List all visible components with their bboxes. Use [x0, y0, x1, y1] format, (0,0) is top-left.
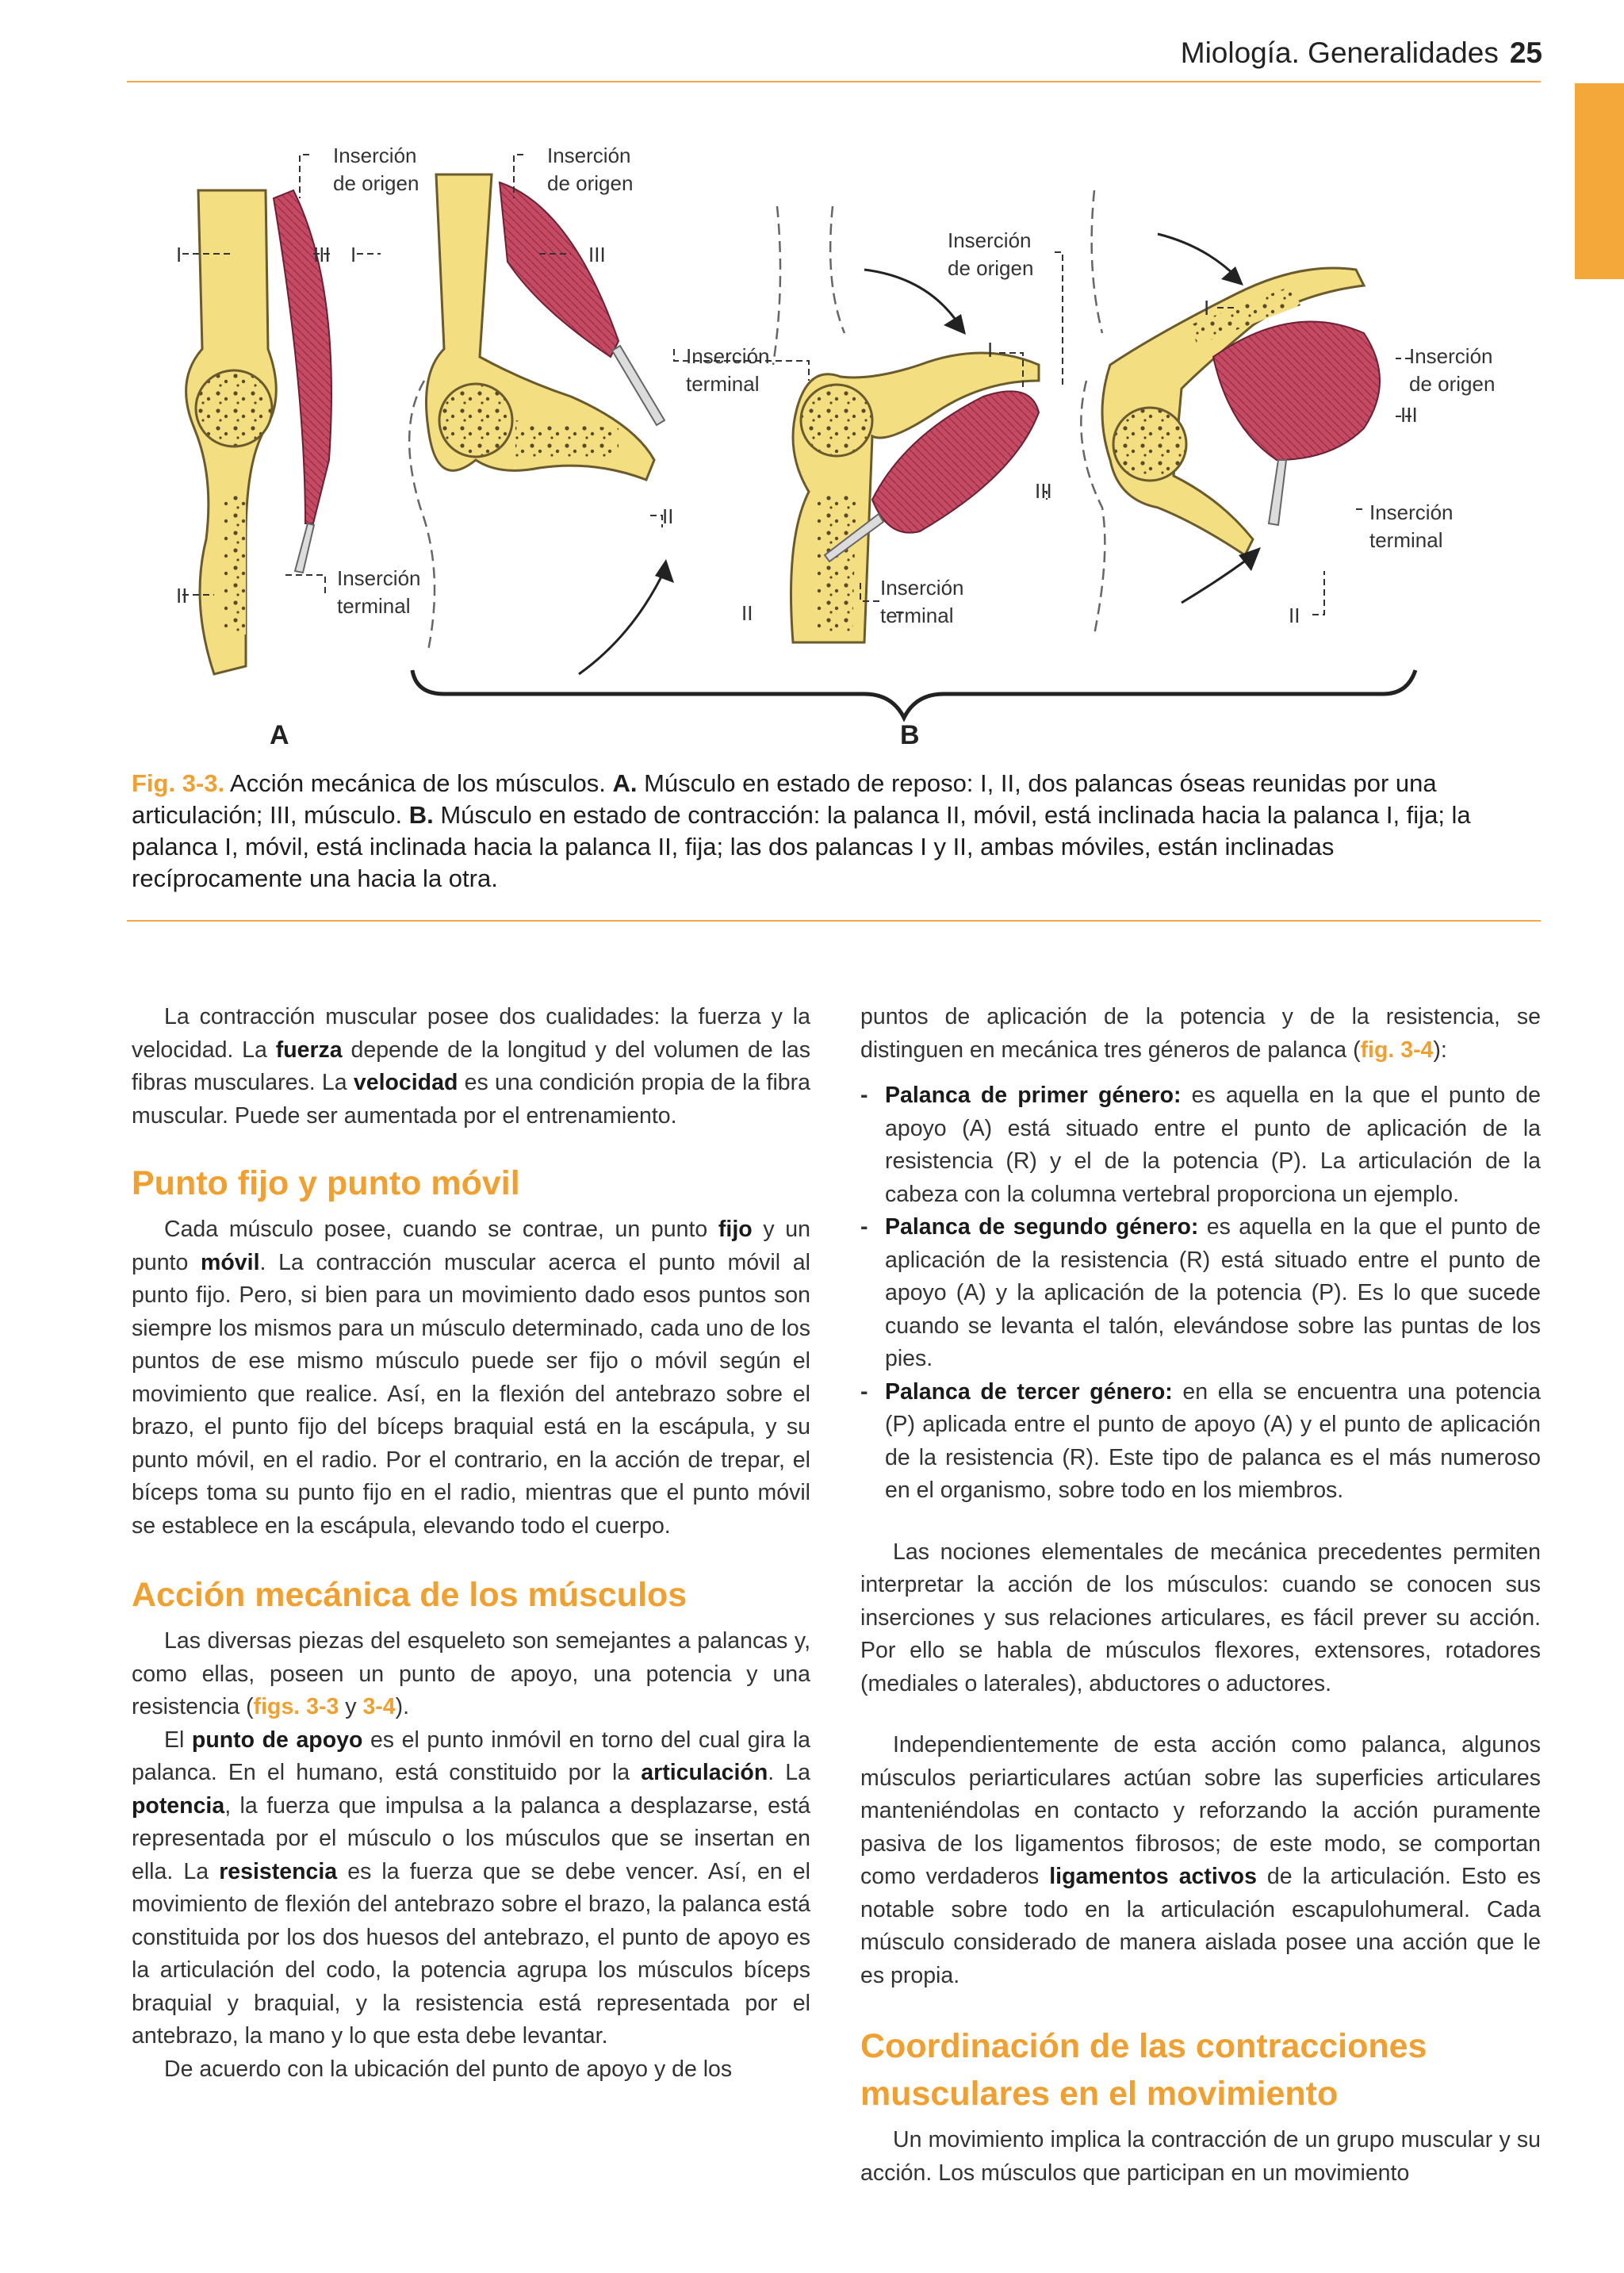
label-terminal-1-line2: terminal — [337, 594, 411, 618]
label-i-1: I — [176, 243, 182, 266]
paragraph-nociones: Las nociones elementales de mecánica precedentes permiten interpretar la acción de los músculos: cuando se conocen sus inserciones y sus relaciones articulares, es fácil prever su acción. Por ello se habla de músculos flexores, extensores, rotadores (mediales o laterales), abductores o aductores. — [860, 1539, 1541, 1696]
text-run: , la fuerza que impulsa a la palanca a desplazarse, está representada por el músculo o los músculos que se insertan en ella. La — [132, 1792, 810, 1884]
paragraph-movimiento: Un movimiento implica la contracción de un grupo muscular y su acción. Los músculos que participan en un movimiento — [860, 2127, 1541, 2186]
text-run: Las diversas piezas del esqueleto son semejantes a palancas y, como ellas, poseen un punto de apoyo, una potencia y una resistencia ( — [132, 1628, 810, 1719]
svg-text:I — [350, 243, 356, 266]
lever-list — [860, 1079, 1541, 1508]
svg-text:II — [741, 601, 753, 625]
header-rule — [127, 81, 1541, 82]
text-run: en ella se encuentra una potencia (P) aplicada entre el punto de apoyo (A) y el punto de aplicación de la resistencia (R). Este tipo de palanca es el más numeroso en el organismo, sobre todo en los miembros. — [885, 1378, 1541, 1503]
list-dash: - — [860, 1214, 868, 1240]
drawing-contraction-3 — [1081, 190, 1380, 634]
label-ii-2: II — [662, 504, 674, 528]
panel-label-a: A — [270, 720, 289, 750]
label-origin-4-line2: de origen — [1409, 372, 1496, 396]
paragraph-contraccion — [132, 1001, 810, 1133]
text-run: y un punto — [132, 1217, 810, 1275]
caption-a-marker: A. — [612, 769, 638, 797]
label-ii-4: II — [1289, 604, 1300, 627]
caption-title: Acción mecánica de los músculos. — [224, 769, 613, 797]
caption-rule — [127, 920, 1541, 922]
term-primer-genero: Palanca de primer género: — [885, 1083, 1182, 1108]
running-title: Miología. Generalidades — [1180, 36, 1499, 69]
paragraph-generos-intro — [860, 1001, 1541, 1067]
text-run: de la articulación. Esto es notable sobre todo en la articulación escapulohumeral. Cada músculo considerado de manera aislada posee una acción que le es propia. — [860, 1864, 1541, 1988]
svg-text:III — [1400, 403, 1418, 427]
text-run: . La contracción muscular acerca el punto móvil al punto fijo. Pero, si bien para un movimiento dado esos puntos son siempre los mismos para un músculo determinado, cada uno de los puntos de ese mismo músculo puede ser fijo o móvil según el movimiento que realice. Así, en la flexión del antebrazo sobre el brazo, el punto fijo del bíceps braquial está en la escápula, y su punto móvil, en el radio. Por el contrario, en la acción de trepar, el bíceps toma su punto fijo en el radio, mientras que el punto móvil se establece en la escápula, elevando todo el cuerpo. — [132, 1249, 810, 1539]
figure-link-3-4[interactable]: 3-4 — [362, 1694, 396, 1719]
term-segundo-genero: Palanca de segundo género: — [885, 1214, 1199, 1240]
svg-text:I — [176, 243, 182, 266]
svg-text:III — [588, 243, 606, 266]
label-terminal-3-line1: Inserción — [880, 576, 964, 600]
caption-fig-number: Fig. 3-3. — [132, 769, 225, 797]
svg-text:de origen — [948, 256, 1033, 280]
label-origin-2-line2: de origen — [547, 171, 634, 195]
label-iii-4: III — [1400, 403, 1418, 427]
paragraph-palancas — [132, 1625, 810, 1724]
label-terminal-1-line1: Inserción — [337, 566, 421, 590]
brace-b — [412, 670, 1415, 718]
label-origin-3-line2: de origen — [948, 256, 1034, 280]
caption-a-text: Músculo en estado de reposo: I, II, dos palancas óseas reunidas por una articulación; III, músculo. — [132, 769, 1437, 829]
list-item-primer-genero — [860, 1079, 1541, 1211]
panel-label-b: B — [900, 720, 920, 750]
svg-text:terminal — [337, 594, 410, 618]
drawing-contraction-1 — [409, 174, 674, 674]
text-run: y — [339, 1694, 363, 1719]
label-i-2: I — [350, 243, 357, 266]
label-iii-3: III — [1035, 479, 1052, 503]
svg-text:Inserción — [948, 228, 1032, 252]
svg-text:B — [900, 720, 920, 750]
svg-text:Inserción — [1369, 500, 1454, 524]
label-ii-1: II — [176, 584, 188, 608]
svg-text:Inserción — [686, 344, 770, 368]
label-i-3: I — [987, 338, 994, 362]
text-run: es la fuerza que se debe vencer. Así, en el movimiento de flexión del antebrazo sobre el brazo, la palanca está constituida por los dos huesos del antebrazo, el punto de apoyo es la articulación del codo, la potencia agrupa los músculos bíceps braquial y braquial, y la resistencia está representada por el antebrazo, la mano y lo que esta debe levantar. — [132, 1858, 810, 2049]
svg-text:Inserción — [1409, 344, 1493, 368]
label-terminal-4-line1: Inserción — [1369, 500, 1454, 524]
svg-text:II — [176, 584, 187, 608]
svg-text:terminal — [1369, 528, 1442, 552]
text-run: es una condición propia de la fibra muscular. Puede ser aumentada por el entrenamiento. — [132, 1070, 810, 1129]
svg-text:II — [662, 504, 673, 528]
svg-text:Inserción — [337, 566, 421, 590]
svg-text:I — [987, 338, 993, 362]
list-dash: - — [860, 1378, 868, 1405]
text-run: es aquella en la que el punto de aplicación de la resistencia (R) está situado entre el punto de apoyo (A) y la aplicación de la potencia (P). Es lo que sucede cuando se levanta el talón, elevándose sobre las puntas de los pies. — [885, 1214, 1541, 1371]
text-run: es aquella en la que el punto de apoyo (A) está situado entre el punto de aplicación de la resistencia (R) y el de la potencia (P). La articulación de la cabeza con la columna vertebral proporciona un ejemplo. — [885, 1083, 1541, 1207]
text-run: depende de la longitud y del volumen de las fibras musculares. La — [132, 1037, 811, 1095]
label-terminal-4-line2: terminal — [1369, 528, 1443, 552]
list-item-segundo-genero — [860, 1211, 1541, 1376]
text-run: puntos de aplicación de la potencia y de la resistencia, se distinguen en mecánica tres géneros de palanca ( — [860, 1004, 1541, 1063]
svg-text:I — [1204, 296, 1209, 320]
heading-coordinacion: Coordinación de las contracciones musculares en el movimiento — [860, 2027, 1427, 2113]
left-column — [132, 1001, 810, 2086]
term-ligamentos-activos: ligamentos activos — [1049, 1864, 1257, 1889]
label-origin-2-line1: Inserción — [547, 144, 631, 167]
label-origin-1-line2: de origen — [333, 171, 419, 195]
svg-text:Inserción — [333, 144, 417, 167]
label-terminal-2-line2: terminal — [686, 372, 760, 396]
svg-text:III — [1035, 479, 1052, 503]
label-ii-3: II — [741, 601, 753, 625]
term-tercer-genero: Palanca de tercer género: — [885, 1378, 1173, 1405]
term-articulacion: articulación — [641, 1760, 768, 1785]
text-run: Cada músculo posee, cuando se contrae, un punto — [164, 1217, 718, 1242]
term-fuerza: fuerza — [275, 1037, 343, 1063]
svg-text:III — [313, 243, 331, 266]
svg-text:A — [270, 720, 289, 750]
paragraph-punto-fijo — [132, 1213, 810, 1543]
text-run: ): — [1433, 1037, 1447, 1063]
list-dash: - — [860, 1083, 868, 1108]
svg-text:de origen — [1409, 372, 1495, 396]
svg-text:II — [1289, 604, 1300, 627]
label-iii-2: III — [588, 243, 606, 266]
svg-text:Inserción — [880, 576, 964, 600]
text-run: La contracción muscular posee dos cualidades: la fuerza y la velocidad. La — [132, 1004, 810, 1063]
caption-b-text: Músculo en estado de contracción: la palanca II, móvil, está inclinada hacia la palanca I, fija; la palanca I, móvil, está inclinada hacia la palanca II, fija; las dos palancas I y II, ambas móviles, están inclinadas recíprocamente una hacia la otra. — [132, 801, 1471, 892]
text-run: . La — [768, 1760, 811, 1785]
term-velocidad: velocidad — [353, 1070, 458, 1095]
figure-link-3-3[interactable]: figs. 3-3 — [253, 1694, 339, 1719]
figure-3-3 — [127, 127, 1541, 777]
paragraph-punto-apoyo — [132, 1724, 810, 2053]
figure-caption — [132, 768, 1511, 895]
right-column — [860, 1001, 1541, 2190]
paragraph-ligamentos-activos — [860, 1729, 1541, 1992]
label-i-4: I — [1204, 296, 1210, 320]
text-run: es el punto inmóvil en torno del cual gira la palanca. En el humano, está constituido por la — [132, 1727, 811, 1785]
drawing-rest — [186, 190, 331, 674]
term-resistencia: resistencia — [219, 1858, 338, 1884]
label-iii-1: III — [313, 243, 331, 266]
text-run: ). — [395, 1694, 410, 1719]
svg-text:Inserción — [547, 144, 631, 167]
label-terminal-3-line2: terminal — [880, 604, 954, 627]
label-terminal-2-line1: Inserción — [686, 344, 770, 368]
text-run: El — [164, 1727, 192, 1753]
running-header — [1181, 36, 1542, 70]
heading-accion-mecanica: Acción mecánica de los músculos — [132, 1576, 688, 1614]
label-origin-4-line1: Inserción — [1409, 344, 1493, 368]
label-origin-1-line1: Inserción — [333, 144, 417, 167]
svg-text:terminal — [686, 372, 759, 396]
figure-link-3-4[interactable]: fig. 3-4 — [1360, 1037, 1434, 1063]
page-number: 25 — [1509, 36, 1542, 69]
caption-b-marker: B. — [408, 801, 434, 829]
term-potencia: potencia — [132, 1792, 225, 1819]
term-punto-apoyo: punto de apoyo — [191, 1727, 363, 1753]
chapter-tab — [1575, 83, 1624, 279]
paragraph-ubicacion: De acuerdo con la ubicación del punto de apoyo y de los — [164, 2056, 733, 2082]
term-movil: móvil — [201, 1249, 260, 1275]
svg-text:de origen — [333, 171, 419, 195]
text-run: Independientemente de esta acción como palanca, algunos músculos periarticulares actúan sobre las superficies articulares manteniéndolas en contacto y reforzando la acción puramente pasiva de los ligamentos fibrosos; de este modo, se comportan como verdaderos — [860, 1732, 1541, 1889]
svg-text:terminal — [880, 604, 953, 627]
term-fijo: fijo — [718, 1217, 753, 1242]
list-item-tercer-genero — [860, 1376, 1541, 1508]
label-origin-3-line1: Inserción — [948, 228, 1032, 252]
heading-punto-fijo: Punto fijo y punto móvil — [132, 1164, 520, 1202]
svg-text:de origen — [547, 171, 633, 195]
